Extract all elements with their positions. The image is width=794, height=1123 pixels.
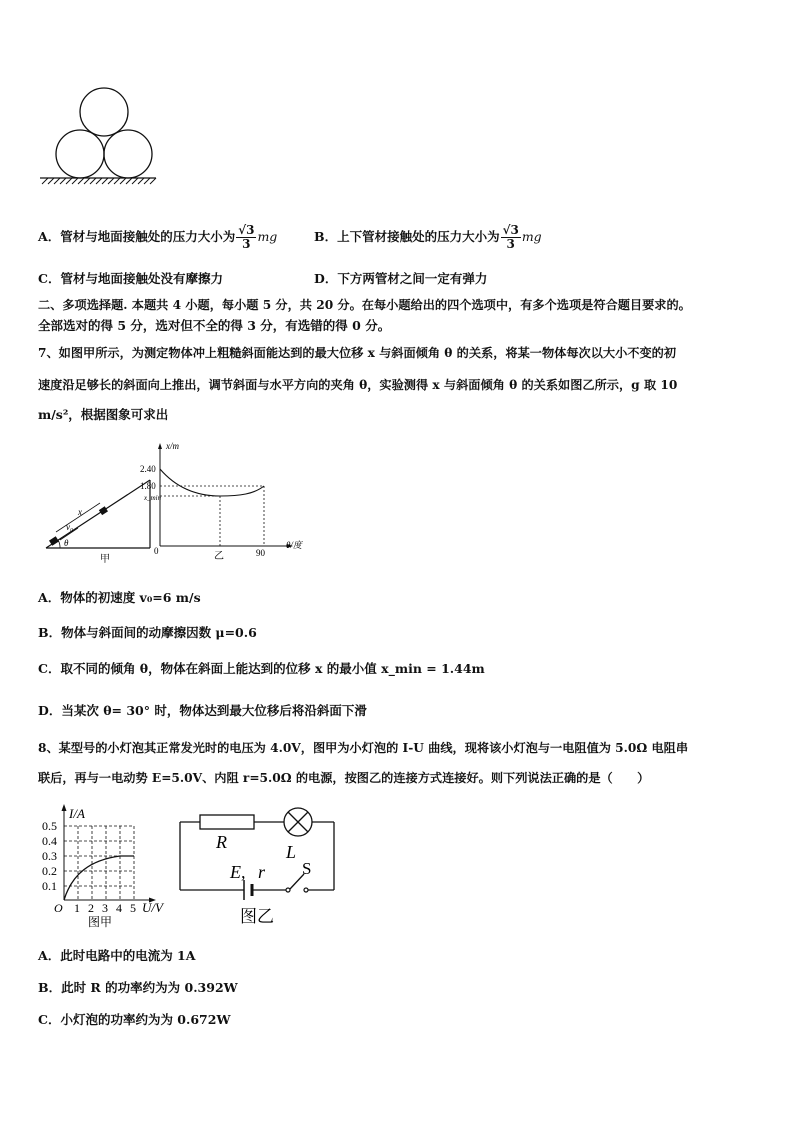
fraction-denominator: 3	[506, 237, 515, 251]
section2-line2: 全部选对的得 5 分，选对但不全的得 3 分，有选错的得 0 分。	[38, 318, 391, 333]
fraction-denominator: 3	[242, 237, 251, 251]
label-s-switch: S	[302, 859, 312, 878]
origin-label: O	[54, 901, 63, 915]
switch-contact-right	[304, 888, 308, 892]
block-start	[49, 536, 59, 545]
ground-hatch	[42, 178, 156, 184]
q6-option-b-suffix: mg	[521, 229, 542, 244]
fraction-numerator: √3	[238, 223, 255, 237]
y-tick-2-40: 2.40	[140, 464, 156, 474]
figure-caption-jia: 甲	[100, 554, 110, 564]
x-theta-curve	[160, 469, 264, 496]
x-tick-4: 4	[116, 901, 122, 915]
y-tick-1-80: 1.80	[140, 481, 156, 491]
label-theta: θ	[64, 538, 69, 548]
q6-option-d: D．下方两管材之间一定有弹力	[314, 271, 488, 286]
figure-caption-yi: 乙	[214, 551, 224, 562]
x-tick-1: 1	[74, 901, 80, 915]
q6-option-a-suffix: mg	[257, 229, 278, 244]
q8-option-a: A．此时电路中的电流为 1A	[38, 948, 196, 963]
q8-figure-yi-circuit	[176, 802, 342, 928]
q6-option-a-prefix: A．管材与地面接触处的压力大小为	[38, 229, 236, 244]
x-axis-label: θ/度	[286, 540, 302, 550]
bottom-left-pipe	[56, 130, 104, 178]
figure-caption-jia: 图甲	[88, 915, 113, 929]
y-tick-xmin: x_min	[144, 494, 162, 502]
fraction-numerator: √3	[502, 223, 519, 237]
label-l-lamp: L	[286, 842, 297, 862]
q8-figure-jia-iu-curve	[38, 800, 172, 930]
q7-option-c: C．取不同的倾角 θ，物体在斜面上能达到的位移 x 的最小值 x_min = 1.44m	[38, 661, 485, 676]
label-e: E,	[230, 862, 246, 882]
q8-stem-line2: 联后，再与一电动势 E=5.0V、内阻 r=5.0Ω 的电源，按图乙的连接方式连接好。则下列说法正确的是（ ）	[38, 771, 650, 785]
incline-slope	[46, 480, 150, 548]
q6-option-c: C．管材与地面接触处没有摩擦力	[38, 271, 223, 286]
label-r-resistor: R	[216, 832, 227, 852]
figure-caption-yi: 图乙	[240, 907, 274, 926]
y-axis-arrow	[158, 443, 162, 449]
y-tick-0-1: 0.1	[42, 879, 57, 893]
q8-option-c: C．小灯泡的功率约为为 0.672W	[38, 1012, 231, 1027]
x-tick-2: 2	[88, 901, 94, 915]
y-tick-0-4: 0.4	[42, 834, 57, 848]
label-v0: v₀	[66, 522, 74, 532]
x-tick-3: 3	[102, 901, 108, 915]
x-tick-0: 0	[154, 546, 159, 556]
x-tick-5: 5	[130, 901, 136, 915]
iu-curve	[64, 856, 134, 900]
fraction-sqrt3-over-3	[236, 224, 256, 251]
y-tick-0-2: 0.2	[42, 864, 57, 878]
q8-option-b: B．此时 R 的功率约为为 0.392W	[38, 980, 238, 995]
resistor-r	[200, 815, 254, 829]
q7-stem-line1: 7、如图甲所示，为测定物体冲上粗糙斜面能达到的最大位移 x 与斜面倾角 θ 的关系，将某一物体每次以大小不变的初	[38, 346, 677, 360]
q6-option-b	[314, 224, 542, 251]
q7-option-d: D．当某次 θ= 30° 时，物体达到最大位移后将沿斜面下滑	[38, 703, 367, 718]
label-x: x	[78, 507, 82, 517]
block-end	[99, 506, 108, 515]
section2-line1: 二、多项选择题. 本题共 4 小题，每小题 5 分，共 20 分。在每小题给出的四个选项中，有多个选项是符合题目要求的。	[38, 298, 691, 312]
fraction-sqrt3-over-3	[501, 224, 521, 251]
label-r-internal: r	[258, 862, 266, 882]
bottom-right-pipe	[104, 130, 152, 178]
q7-stem-line3: m/s²，根据图象可求出	[38, 407, 169, 422]
y-tick-0-5: 0.5	[42, 819, 57, 833]
q6-option-a	[38, 224, 277, 251]
x-axis-label: U/V	[142, 900, 163, 915]
y-axis-label: I/A	[69, 806, 85, 821]
q8-stem-line1: 8、某型号的小灯泡其正常发光时的电压为 4.0V，图甲为小灯泡的 I-U 曲线，现将该小灯泡与一电阻值为 5.0Ω 电阻串	[38, 741, 689, 755]
grid-dashed	[64, 826, 134, 900]
y-axis-arrow	[62, 804, 67, 811]
angle-arc	[58, 540, 60, 548]
y-axis-label: x/m	[166, 441, 179, 451]
q7-figure-yi-graph	[140, 440, 310, 562]
pipes-figure	[38, 86, 158, 186]
switch-contact-left	[286, 888, 290, 892]
top-pipe	[80, 88, 128, 136]
x-tick-90: 90	[256, 548, 265, 558]
q7-option-b: B．物体与斜面间的动摩擦因数 μ=0.6	[38, 625, 257, 640]
q7-stem-line2: 速度沿足够长的斜面向上推出，调节斜面与水平方向的夹角 θ，实验测得 x 与斜面倾角 θ 的关系如图乙所示，g 取 10	[38, 378, 678, 392]
y-tick-0-3: 0.3	[42, 849, 57, 863]
q7-option-a: A．物体的初速度 v₀=6 m/s	[38, 590, 201, 605]
q6-option-b-prefix: B．上下管材接触处的压力大小为	[314, 229, 500, 244]
